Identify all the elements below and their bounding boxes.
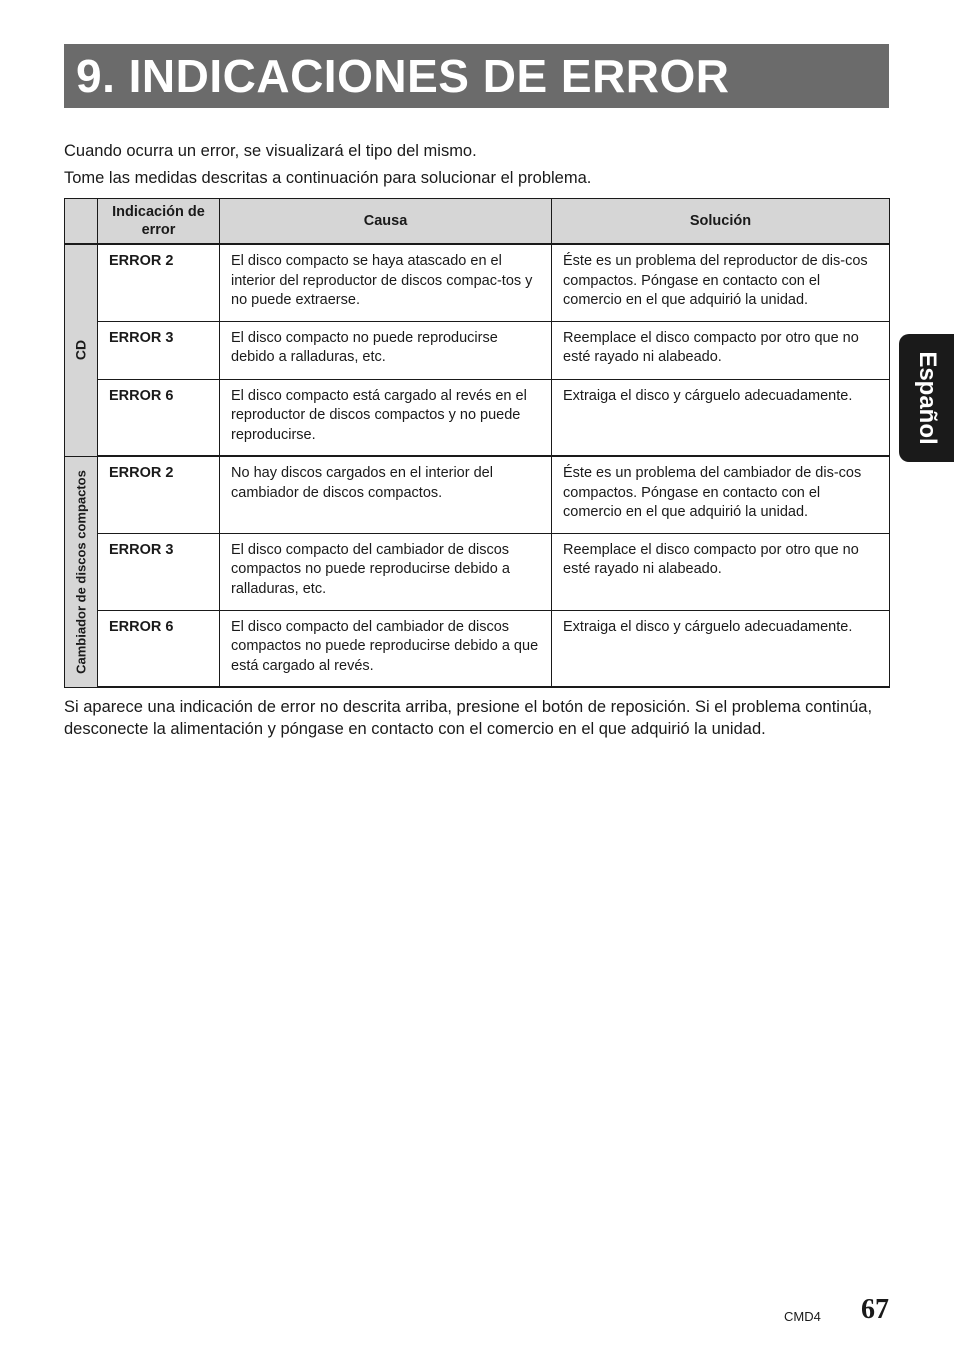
- error-solution: Éste es un problema del cambiador de dis-cos compactos. Póngase en contacto con el comercio en el que adquirió la unidad.: [552, 456, 890, 533]
- error-solution: Extraiga el disco y cárguelo adecuadamente.: [552, 610, 890, 687]
- error-solution: Extraiga el disco y cárguelo adecuadamente.: [552, 379, 890, 456]
- error-code: ERROR 3: [98, 533, 220, 610]
- error-code: ERROR 6: [98, 610, 220, 687]
- error-cause: El disco compacto está cargado al revés en el reproductor de discos compactos y no puede reproducirse.: [220, 379, 552, 456]
- page-number: 67: [861, 1294, 889, 1325]
- error-cause: El disco compacto del cambiador de discos compactos no puede reproducirse debido a que está cargado al revés.: [220, 610, 552, 687]
- error-solution: Reemplace el disco compacto por otro que no esté rayado ni alabeado.: [552, 533, 890, 610]
- model-code: CMD4: [784, 1309, 821, 1324]
- intro-line: Tome las medidas descritas a continuación para solucionar el problema.: [64, 169, 592, 187]
- table-row: [65, 321, 890, 379]
- error-table: [64, 198, 890, 688]
- header-cause: Causa: [220, 199, 552, 245]
- header-indication: Indicación de error: [98, 199, 220, 245]
- intro-text: [64, 138, 894, 192]
- error-code: ERROR 2: [98, 456, 220, 533]
- table-row: [65, 244, 890, 321]
- header-corner: [65, 199, 98, 245]
- footer-note: Si aparece una indicación de error no descrita arriba, presione el botón de reposición. Si el problema continúa, desconecte la alimentación y póngase en contacto con el comercio en el que adquirió la unidad.: [64, 698, 873, 738]
- table-row: [65, 456, 890, 533]
- error-solution: Éste es un problema del reproductor de dis-cos compactos. Póngase en contacto con el comercio en el que adquirió la unidad.: [552, 244, 890, 321]
- error-code: ERROR 6: [98, 379, 220, 456]
- error-code: ERROR 2: [98, 244, 220, 321]
- table-row: [65, 379, 890, 456]
- language-tab-label: Español: [914, 351, 941, 445]
- table-row: [65, 610, 890, 687]
- error-cause: El disco compacto se haya atascado en el interior del reproductor de discos compac-tos y no puede extraerse.: [220, 244, 552, 321]
- group-label-changer: Cambiador de discos compactos: [65, 456, 98, 687]
- error-code: ERROR 3: [98, 321, 220, 379]
- error-cause: No hay discos cargados en el interior del cambiador de discos compactos.: [220, 456, 552, 533]
- page-title: 9. INDICACIONES DE ERROR: [76, 50, 730, 102]
- table-row: [65, 533, 890, 610]
- error-cause: El disco compacto no puede reproducirse debido a ralladuras, etc.: [220, 321, 552, 379]
- table-header-row: [65, 199, 890, 245]
- error-solution: Reemplace el disco compacto por otro que no esté rayado ni alabeado.: [552, 321, 890, 379]
- header-solution: Solución: [552, 199, 890, 245]
- language-tab: [899, 334, 954, 462]
- title-bar: [64, 44, 889, 108]
- intro-line: Cuando ocurra un error, se visualizará el tipo del mismo.: [64, 142, 477, 160]
- error-cause: El disco compacto del cambiador de discos compactos no puede reproducirse debido a ralladuras, etc.: [220, 533, 552, 610]
- group-label-cd: CD: [65, 244, 98, 456]
